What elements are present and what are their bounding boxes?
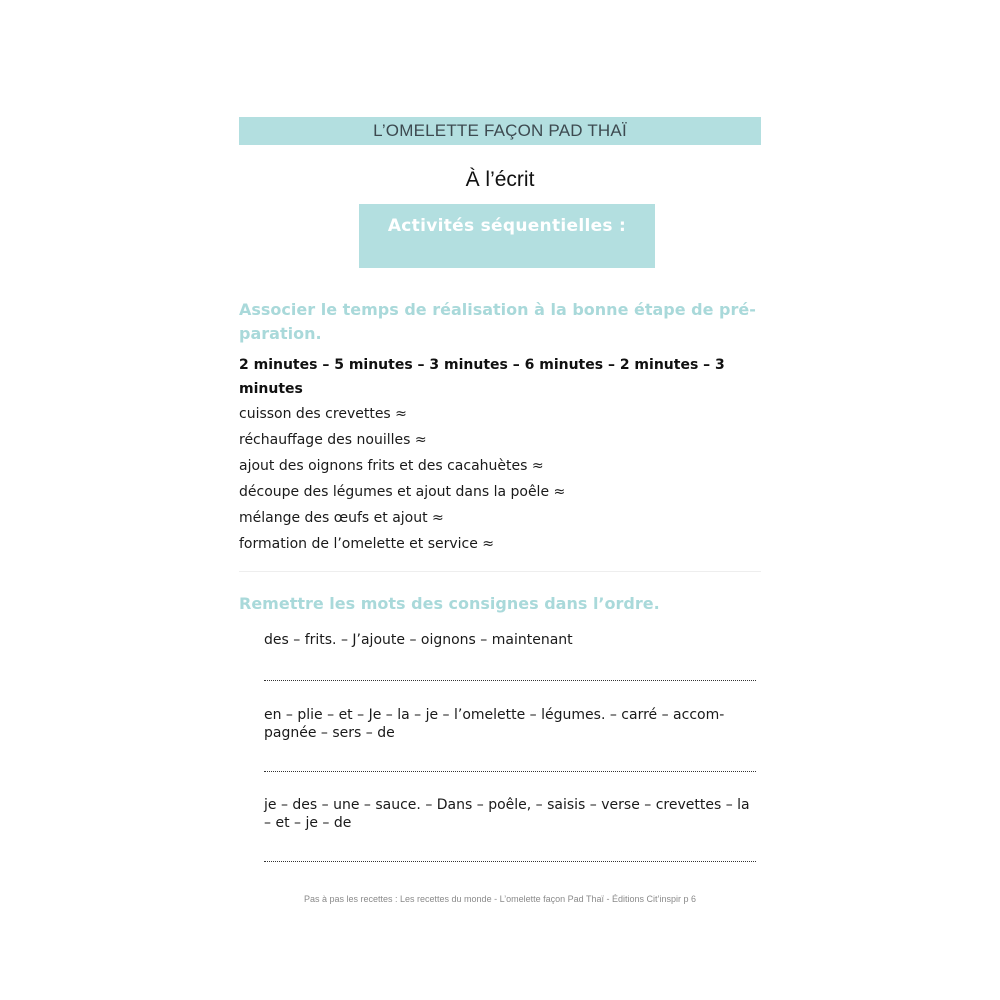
step-item: réchauffage des nouilles ≈ (239, 432, 427, 448)
step-item: mélange des œufs et ajout ≈ (239, 510, 444, 526)
exercise2-instruction: Remettre les mots des consignes dans l’ordre. (239, 594, 660, 613)
banner-title: L’OMELETTE FAÇON PAD THAÏ (373, 121, 627, 140)
section-divider (239, 571, 761, 572)
step-item: ajout des oignons frits et des cacahuètes ≈ (239, 458, 544, 474)
word-scramble: je – des – une – sauce. – Dans – poêle, – saisis – verse – crevettes – la – et – je – de (264, 797, 750, 831)
answer-line[interactable] (264, 771, 756, 772)
answer-line[interactable] (264, 861, 756, 862)
title-banner (239, 117, 761, 145)
page-heading: À l’écrit (465, 168, 535, 191)
word-scramble: en – plie – et – Je – la – je – l’omelette – légumes. – carré – accom-pagnée – sers – de (264, 707, 725, 741)
step-item: formation de l’omelette et service ≈ (239, 536, 495, 552)
page-footer: Pas à pas les recettes : Les recettes du monde - L’omelette façon Pad Thaï - Éditions Cit’inspir p 6 (303, 894, 697, 904)
activity-box (359, 204, 655, 268)
word-scramble: des – frits. – J’ajoute – oignons – maintenant (264, 632, 573, 648)
activity-box-label: Activités séquentielles : (387, 216, 627, 236)
answer-line[interactable] (264, 680, 756, 681)
step-item: découpe des légumes et ajout dans la poêle ≈ (239, 484, 566, 500)
exercise1-instruction: Associer le temps de réalisation à la bonne étape de pré-paration. (239, 300, 756, 343)
step-item: cuisson des crevettes ≈ (239, 406, 407, 422)
durations-list: 2 minutes – 5 minutes – 3 minutes – 6 minutes – 2 minutes – 3 minutes (239, 357, 725, 397)
